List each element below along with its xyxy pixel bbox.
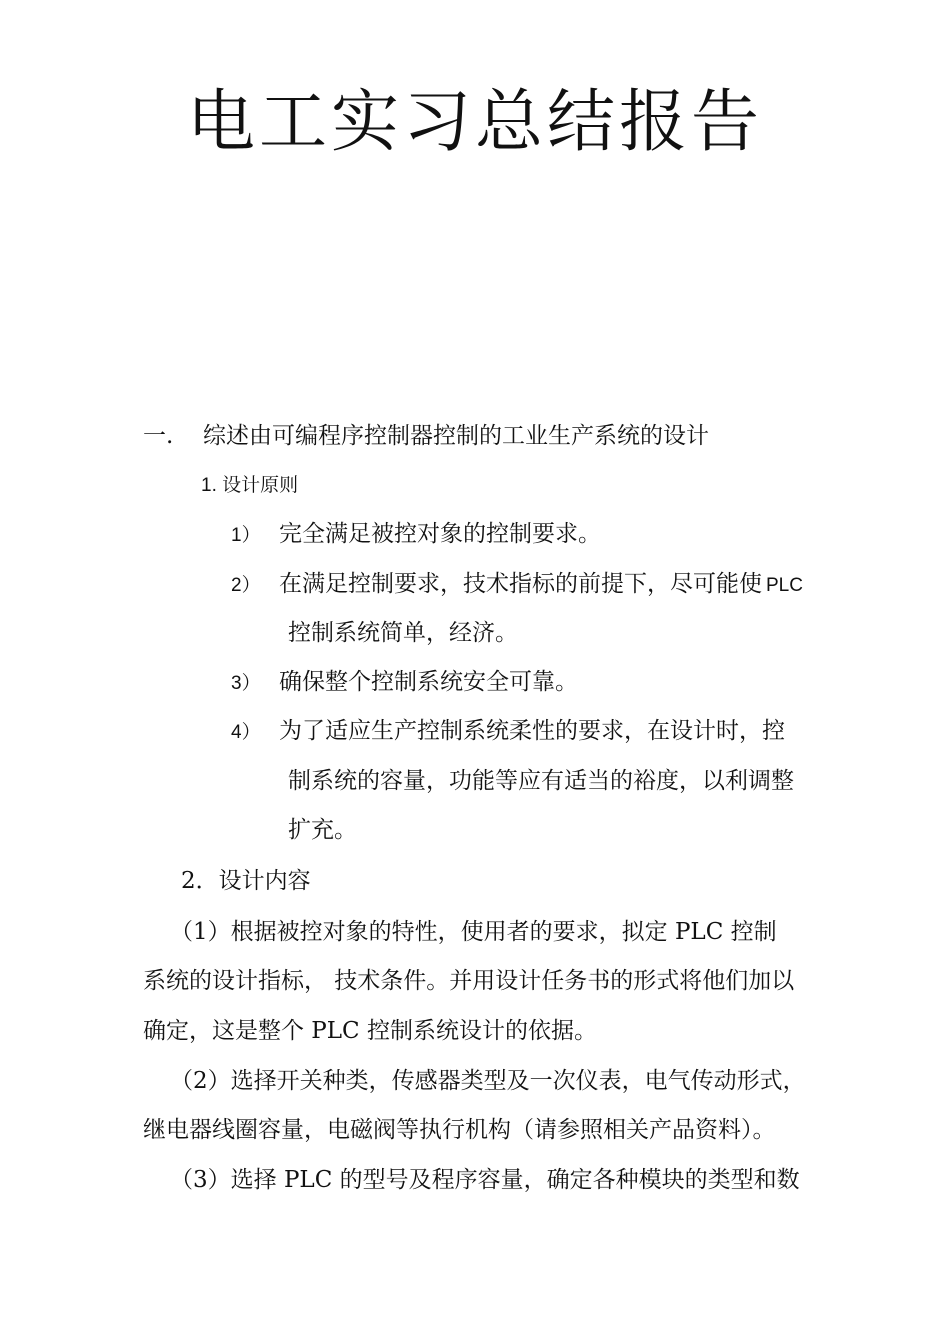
list-item-text-continued: 控制系统简单，经济。	[288, 620, 518, 646]
list-item-text-continued: 扩充。	[288, 817, 357, 843]
list-item-marker: 3）	[231, 673, 261, 694]
list-item-text: 确保整个控制系统安全可靠。	[279, 669, 578, 695]
list-item-marker: 4）	[231, 722, 261, 743]
list-item-text-continued: 制系统的容量，功能等应有适当的裕度，以利调整	[288, 768, 794, 794]
paragraph-line: （3）选择 PLC 的型号及程序容量，确定各种模块的类型和数	[170, 1167, 800, 1193]
list-item-text: 完全满足被控对象的控制要求。	[279, 521, 601, 547]
list-item-marker: 2）	[231, 575, 261, 596]
list-item-text	[279, 568, 803, 602]
list-item-text-main: 在满足控制要求，技术指标的前提下，尽可能使	[279, 571, 762, 597]
paragraph-line: 系统的设计指标， 技术条件。并用设计任务书的形式将他们加以	[143, 968, 795, 994]
paragraph-line: 继电器线圈容量，电磁阀等执行机构（请参照相关产品资料）。	[143, 1117, 776, 1143]
section-marker: 一.	[143, 423, 174, 449]
principles-heading-text: 1. 设计原则	[201, 475, 299, 496]
list-item-marker: 1）	[231, 525, 261, 546]
contents-heading: 2．设计内容	[181, 868, 311, 894]
section-heading: 综述由可编程序控制器控制的工业生产系统的设计	[203, 423, 709, 449]
paragraph-line: （1）根据被控对象的特性，使用者的要求，拟定 PLC 控制	[170, 919, 777, 945]
principles-heading	[201, 468, 298, 502]
list-item-text: 为了适应生产控制系统柔性的要求，在设计时，控	[279, 718, 785, 744]
paragraph-line: （2）选择开关种类，传感器类型及一次仪表，电气传动形式，	[170, 1068, 806, 1094]
list-item-text-tail: PLC	[766, 575, 803, 596]
document-title: 电工实习总结报告	[186, 83, 763, 162]
paragraph-line: 确定，这是整个 PLC 控制系统设计的依据。	[143, 1018, 597, 1044]
